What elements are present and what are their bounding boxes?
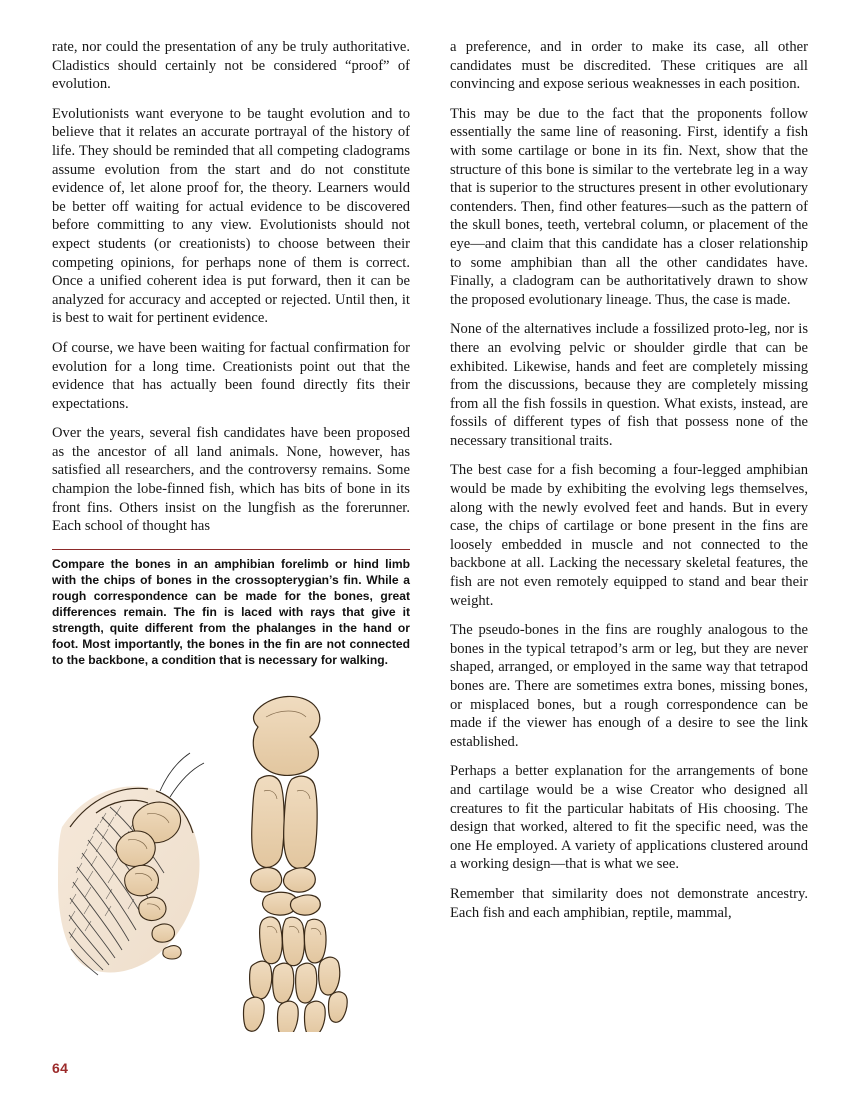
- page-number: 64: [52, 1060, 69, 1076]
- paragraph: This may be due to the fact that the proponents follow essentially the same line of reasoning. First, identify a fish with some cartilage or bone in its fin. Next, show that the structure of this bone is similar to the vertebrate leg in a way that is superior to the structures present in other evolutionary contenders. Then, find other features—such as the pattern of the skull bones, teeth, vertebral column, or placement of the eye—and claim that this candidate has a closer relationship to some amphibian than all the other candidates have. Finally, a cladogram can be authoritatively drawn to show the proposed evolutionary lineage. Thus, the case is made.: [450, 105, 808, 308]
- two-column-layout: [52, 38, 808, 1032]
- paragraph: Perhaps a better explanation for the arrangements of bone and cartilage would be a wise Creator who designed all creatures to fit the particular habitats of His choosing. The design that worked, altered to fit the specific need, was the one He employed. A variety of applications clustered around a working design—that is what we see.: [450, 763, 808, 873]
- paragraph: rate, nor could the presentation of any be truly authoritative. Cladistics should certainly not be considered “proof” of evolution.: [52, 39, 410, 93]
- figure-caption-block: [52, 549, 410, 669]
- right-column: [450, 38, 808, 1032]
- fin-limb-illustration: [52, 687, 410, 1032]
- paragraph: Evolutionists want everyone to be taught evolution and to believe that it relates an accurate portrayal of the history of life. They should be reminded that all competing cladograms assume evolution from the start and do not constitute evidence of, let alone proof for, the theory. Learners would be better off waiting for actual evidence to be discovered before committing to any view. Evolutionists should not expect students (or creationists) to choose between their competing opinions, for perhaps none of them is correct. Once a unified coherent idea is put forward, then it can be analyzed for accuracy and accepted or rejected. Until then, it is best to wait for pertinent evidence.: [52, 105, 410, 327]
- paragraph: Of course, we have been waiting for factual confirmation for evolution for a long time. Creationists point out that the evidence that has actually been found directly fits their expectations.: [52, 339, 410, 412]
- paragraph: The pseudo-bones in the fins are roughly analogous to the bones in the typical tetrapod’s arm or leg, but they are never shaped, arranged, or employed in the same way that tetrapod bones are. There are sometimes extra bones, missing bones, or misplaced bones, but a rough correspondence can be made if the viewer has enough of a desire to see the link established.: [450, 622, 808, 750]
- paragraph: Over the years, several fish candidates have been proposed as the ancestor of all land animals. None, however, has satisfied all researchers, and the controversy remains. Some champion the lobe-finned fish, which has bits of bone in its front fins. Others insist on the lungfish as the forerunner. Each school of thought has: [52, 425, 410, 535]
- crossopterygian-fin-group: [58, 753, 204, 975]
- paragraph: The best case for a fish becoming a four-legged amphibian would be made by exhibiting the evolving legs themselves, along with the newly evolved feet and hands. But in every case, the chips of cartilage or bone present in the fins are loosely embedded in muscle and not connected to the backbone at all. Lacking the necessary skeletal features, the fish are not even remotely equipped to stand and bear their weight.: [450, 462, 808, 609]
- figure-caption: Compare the bones in an amphibian forelimb or hind limb with the chips of bones in the crossopterygian’s fin. While a rough correspondence can be made for the bones, great differences remain. The fin is laced with rays that give it strength, quite different from the phalanges in the hand or foot. Most importantly, the bones in the fin are not connected to the backbone, a condition that is necessary for walking.: [52, 556, 410, 667]
- left-column: [52, 38, 410, 1032]
- paragraph: a preference, and in order to make its case, all other candidates must be discredited. These critiques are all convincing and expose serious weaknesses in each position.: [450, 39, 808, 93]
- paragraph: Remember that similarity does not demonstrate ancestry. Each fish and each amphibian, reptile, mammal,: [450, 885, 808, 921]
- amphibian-limb-group: [244, 696, 348, 1032]
- fin-limb-comparison-figure: [52, 687, 410, 1032]
- paragraph: None of the alternatives include a fossilized proto-leg, nor is there an evolving pelvic or shoulder girdle that can be exhibited. Likewise, hands and feet are completely missing from the discussions, because they are completely missing from all the fish fossils in question. What exists, instead, are fossils of different types of fish that possess none of the necessary transitional traits.: [450, 321, 808, 449]
